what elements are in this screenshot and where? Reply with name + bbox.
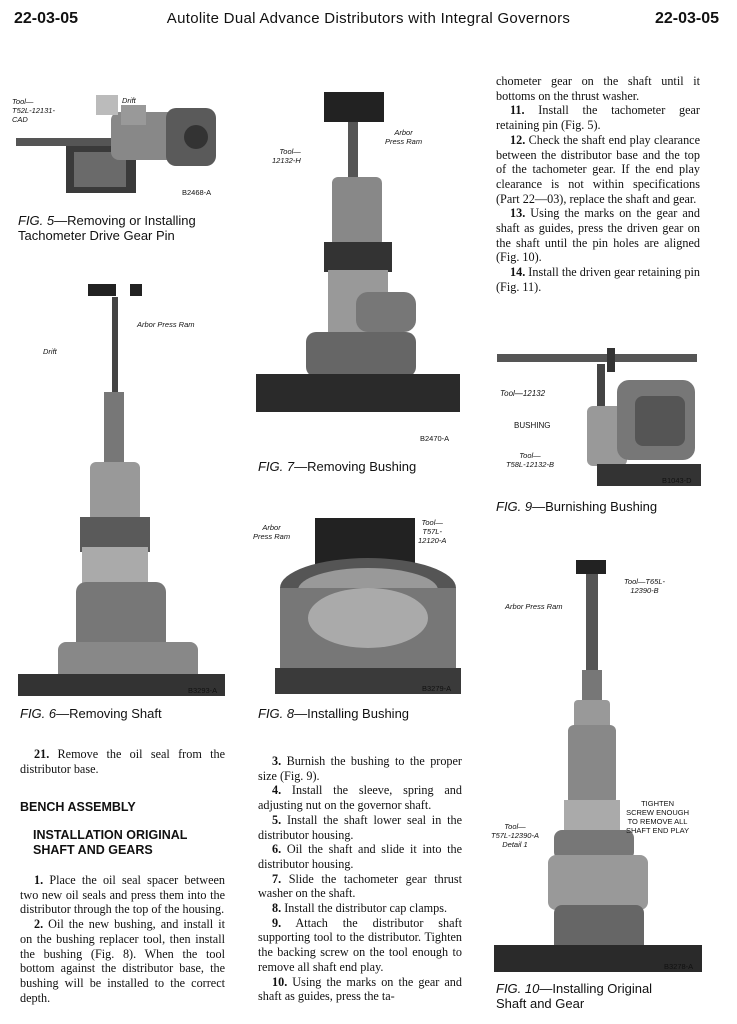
steps-1-2-paragraphs (20, 873, 225, 1005)
figure-6-number: FIG. 6 (20, 706, 57, 721)
figure-9-bushing-label: BUSHING (514, 421, 551, 430)
figure-10-caption (496, 981, 726, 1011)
figure-5-caption (18, 213, 238, 243)
figure-7-arbor-label: Arbor Press Ram (385, 128, 423, 146)
figure-5-drift-label: Drift (122, 96, 136, 105)
steps-3-10-paragraphs (258, 754, 462, 1004)
figure-10-title: —Installing Original Shaft and Gear (496, 981, 653, 1011)
step-13-number: 13. (510, 206, 526, 221)
figure-8-number: FIG. 8 (258, 706, 295, 721)
figure-6-arbor-label: Arbor Press Ram (137, 320, 195, 329)
figure-6-caption (20, 706, 240, 721)
figure-6-code: B3293-A (188, 686, 218, 695)
step-21-paragraph (20, 747, 225, 776)
step-21-number: 21. (34, 747, 50, 761)
figure-9-title: —Burnishing Bushing (532, 499, 658, 514)
step-12-text: Check the shaft end play clearance between the distributor base and the top of the tachometer gear. If the end play clearance is not within specifications (Part 22—03), replace the shaft and gear. (496, 132, 700, 206)
figure-6-drift-label: Drift (43, 347, 57, 356)
figure-7-tool-label: Tool— 12132-H (272, 147, 301, 165)
figure-9-tool2-label: Tool— T58L-12132-B (506, 451, 554, 469)
step-8-text: Install the distributor cap clamps. (281, 901, 447, 916)
step-12-number: 12. (510, 132, 526, 147)
step-11-text: Install the tachometer gear retaining pin (Fig. 5). (496, 103, 700, 133)
figure-10-illustration (494, 560, 702, 972)
figure-5-tool-label: Tool— T52L-12131- CAD (12, 97, 55, 124)
step-1-number: 1. (34, 873, 44, 887)
step-4-text: Install the sleeve, spring and adjusting nut on the governor shaft. (258, 783, 462, 813)
figure-8-arbor-label: Arbor Press Ram (253, 523, 291, 541)
figure-6-photo (18, 282, 225, 696)
step-5-number: 5. (272, 812, 282, 827)
step-11-number: 11. (510, 103, 525, 118)
step-6-number: 6. (272, 842, 282, 857)
step-4-number: 4. (272, 783, 282, 798)
step-7-number: 7. (272, 871, 282, 886)
figure-10-arbor-label: Arbor Press Ram (505, 602, 563, 611)
figure-8-code: B3279-A (422, 684, 452, 693)
step-21-text: Remove the oil seal from the distributor base. (20, 747, 225, 776)
page-title: Autolite Dual Advance Distributors with Integral Governors (166, 10, 571, 27)
step-7-text: Slide the tachometer gear thrust washer on the shaft. (258, 871, 462, 901)
figure-10-tool-left-label: Tool— T57L-12390-A Detail 1 (491, 822, 539, 849)
figure-7-caption (258, 459, 478, 474)
figure-5-title: —Removing or Installing Tachometer Drive Gear Pin (18, 213, 196, 243)
step-14-text: Install the driven gear retaining pin (Fig. 11). (496, 265, 700, 294)
step-13-text: Using the marks on the gear and shaft as guides, press the driven gear on the shaft until the pin holes are aligned (Fig. 10). (496, 206, 700, 265)
figure-9-code: B1043-D (662, 476, 692, 485)
figure-7-number: FIG. 7 (258, 459, 295, 474)
step-9-text: Attach the distributor shaft supporting tool to the distributor. Tighten the backing screw on the tool enough to remove all shaft end play. (258, 915, 462, 974)
figure-8-tool-label: Tool— T57L- 12120-A (418, 518, 447, 545)
figure-10-photo (494, 560, 702, 972)
steps-11-14-paragraphs (496, 74, 700, 295)
figure-10-tighten-label: TIGHTEN SCREW ENOUGH TO REMOVE ALL SHAFT END PLAY (626, 799, 690, 835)
figure-10-number: FIG. 10 (496, 981, 540, 996)
step-14-number: 14. (510, 265, 526, 280)
step-10-number: 10. (272, 974, 288, 989)
figure-9-tool1-label: Tool—12132 (500, 389, 546, 398)
figure-10-tool-top-label: Tool—T65L- 12390-B (624, 577, 665, 595)
step-2-text: Oil the new bushing, and install it on the bushing replacer tool, then install the bushing (Fig. 8). When the tool bottom against the distributor base, the bushing will be installed to the correct depth. (20, 917, 225, 1005)
figure-6-illustration (18, 282, 225, 696)
figure-8-caption (258, 706, 478, 721)
figure-7-code: B2470-A (420, 434, 450, 443)
step-3-number: 3. (272, 754, 282, 768)
step-2-number: 2. (34, 917, 44, 932)
figure-5-number: FIG. 5 (18, 213, 55, 228)
step-3-text: Burnish the bushing to the proper size (Fig. 9). (258, 754, 462, 783)
figure-9-caption (496, 499, 726, 514)
figure-7-illustration (256, 92, 460, 412)
page-number-right: 22-03-05 (654, 10, 719, 27)
figure-7-title: —Removing Bushing (294, 459, 417, 474)
step-5-text: Install the shaft lower seal in the distributor housing. (258, 812, 462, 842)
step-9-number: 9. (272, 915, 282, 930)
bench-assembly-heading: BENCH ASSEMBLY (20, 800, 136, 814)
step-10-continuation: chometer gear on the shaft until it bottoms on the thrust washer. (496, 74, 700, 103)
step-10-text: Using the marks on the gear and shaft as guides, press the ta- (258, 974, 462, 1004)
step-6-text: Oil the shaft and slide it into the distributor housing. (258, 842, 462, 871)
figure-6-title: —Removing Shaft (56, 706, 162, 721)
installation-heading: INSTALLATION ORIGINAL SHAFT AND GEARS (33, 828, 188, 857)
figure-7-photo (256, 92, 460, 412)
figure-9-number: FIG. 9 (496, 499, 533, 514)
page-number-left: 22-03-05 (14, 10, 79, 27)
step-8-number: 8. (272, 901, 282, 916)
figure-8-title: —Installing Bushing (294, 706, 410, 721)
figure-5-code: B2468-A (182, 188, 212, 197)
step-1-text: Place the oil seal spacer between two new oil seals and press them into the distributor through the top of the housing. (20, 873, 225, 917)
figure-10-code: B3278-A (664, 962, 694, 971)
